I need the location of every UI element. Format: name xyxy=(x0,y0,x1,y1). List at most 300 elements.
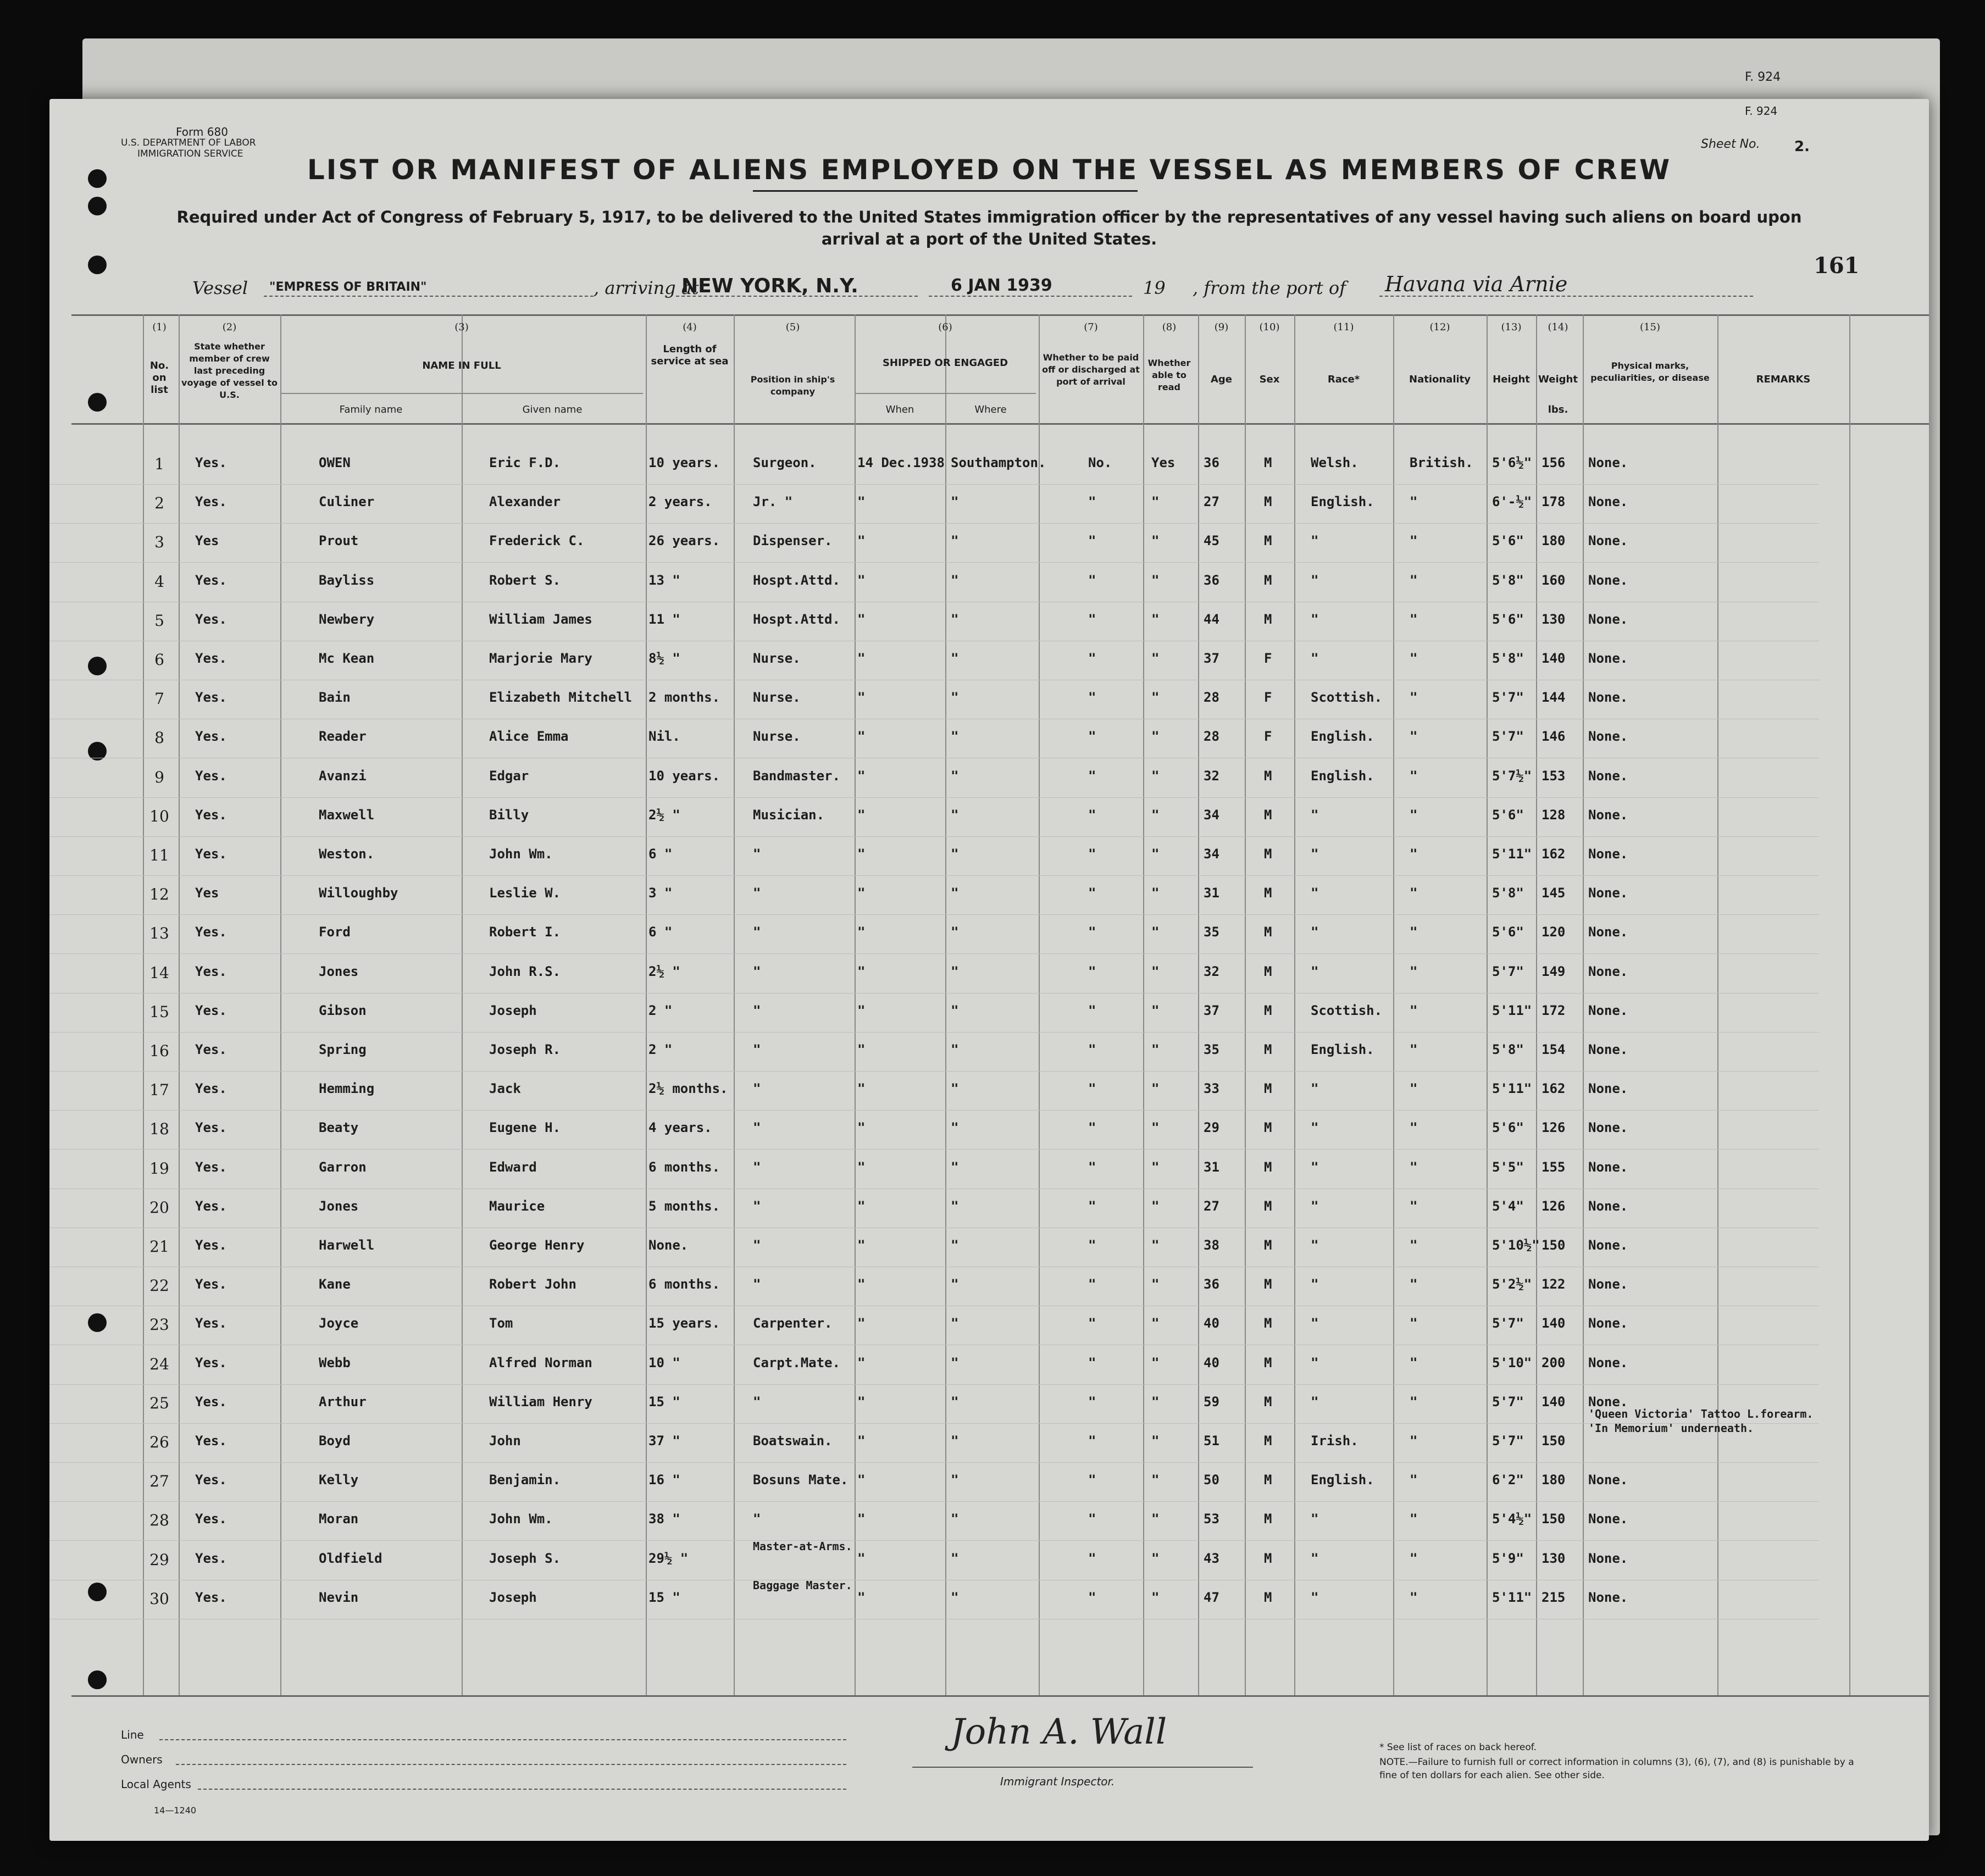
form-code-top: F. 924 xyxy=(1745,104,1778,118)
cell-given: Joseph R. xyxy=(489,1042,561,1057)
cell-given: Joseph xyxy=(489,1002,537,1018)
cell-sex: M xyxy=(1264,1159,1272,1175)
cell-prev: Yes. xyxy=(195,1472,227,1488)
header-bottom-rule xyxy=(71,423,1929,425)
cell-no: 27 xyxy=(149,1472,169,1491)
punch-hole xyxy=(88,197,107,215)
table-row xyxy=(49,1228,1819,1267)
cell-where: " xyxy=(951,1589,959,1605)
cell-no: 10 xyxy=(149,807,169,825)
cell-service: 2 " xyxy=(648,1002,673,1018)
cell-when: " xyxy=(857,807,866,823)
col-4-number: (4) xyxy=(683,321,697,333)
cell-nat: " xyxy=(1410,1589,1418,1605)
cell-paid: " xyxy=(1088,1355,1096,1370)
cell-prev: Yes. xyxy=(195,1511,227,1527)
cell-marks: None. xyxy=(1588,1589,1628,1605)
table-row xyxy=(49,1501,1819,1541)
cell-prev: Yes. xyxy=(195,807,227,823)
table-row xyxy=(49,1580,1819,1619)
cell-when: " xyxy=(857,690,866,706)
cell-nat: " xyxy=(1410,1472,1418,1488)
cell-read: " xyxy=(1151,1081,1160,1097)
cell-where: " xyxy=(951,963,959,979)
cell-height: 5'11" xyxy=(1492,1081,1532,1097)
cell-paid: " xyxy=(1088,1394,1096,1409)
cell-race: " xyxy=(1311,885,1319,901)
cell-no: 26 xyxy=(149,1433,169,1451)
cell-position: " xyxy=(753,1081,761,1097)
cell-position: " xyxy=(753,1511,761,1527)
col-11-number: (11) xyxy=(1333,321,1354,333)
cell-weight: 215 xyxy=(1542,1589,1566,1605)
cell-position: " xyxy=(753,1042,761,1057)
cell-paid: No. xyxy=(1088,455,1112,470)
cell-height: 5'7" xyxy=(1492,1433,1524,1448)
cell-position: Musician. xyxy=(753,807,825,823)
arriving-label: , arriving at xyxy=(594,277,699,298)
remarks-header: REMARKS xyxy=(1756,374,1811,385)
table-row xyxy=(49,719,1819,758)
cell-paid: " xyxy=(1088,807,1096,823)
cell-marks: None. xyxy=(1588,572,1628,588)
cell-read: " xyxy=(1151,1002,1160,1018)
cell-position: Nurse. xyxy=(753,651,801,666)
cell-where: " xyxy=(951,1159,959,1175)
cell-given: Tom xyxy=(489,1316,513,1331)
cell-prev: Yes. xyxy=(195,963,227,979)
cell-no: 29 xyxy=(149,1550,169,1569)
cell-paid: " xyxy=(1088,494,1096,510)
cell-nat: " xyxy=(1410,572,1418,588)
cell-paid: " xyxy=(1088,651,1096,666)
cell-prev: Yes. xyxy=(195,1589,227,1605)
cell-service: 2½ months. xyxy=(648,1081,728,1097)
cell-sex: F xyxy=(1264,690,1272,706)
cell-service: 2½ " xyxy=(648,963,680,979)
cell-given: Marjorie Mary xyxy=(489,651,592,666)
cell-service: 6 months. xyxy=(648,1159,720,1175)
col-14-number: (14) xyxy=(1548,321,1568,333)
cell-service: 10 years. xyxy=(648,455,720,470)
table-row xyxy=(49,1189,1819,1228)
cell-prev: Yes. xyxy=(195,1237,227,1253)
cell-sex: M xyxy=(1264,1316,1272,1331)
header-top-rule xyxy=(71,314,1929,316)
cell-height: 5'7" xyxy=(1492,690,1524,706)
cell-height: 5'4½" xyxy=(1492,1511,1532,1527)
cell-marks: None. xyxy=(1588,651,1628,666)
cell-age: 59 xyxy=(1204,1394,1219,1409)
cell-position: Nurse. xyxy=(753,729,801,745)
cell-race: " xyxy=(1311,1589,1319,1605)
table-row xyxy=(49,1110,1819,1150)
cell-family: Harwell xyxy=(319,1237,375,1253)
cell-weight: 130 xyxy=(1542,1550,1566,1566)
cell-no: 1 xyxy=(154,455,164,473)
cell-read: " xyxy=(1151,572,1160,588)
col-11-header: Race* xyxy=(1327,374,1360,385)
cell-weight: 122 xyxy=(1542,1276,1566,1292)
cell-where: " xyxy=(951,690,959,706)
cell-service: 11 " xyxy=(648,611,680,627)
cell-prev: Yes. xyxy=(195,846,227,862)
table-row xyxy=(49,1150,1819,1189)
cell-given: Elizabeth Mitchell xyxy=(489,690,633,706)
penalty-note: NOTE.—Failure to furnish full or correct information in columns (3), (6), (7), and (8) is punishable by a fine of ten dollars for each alien. See other side. xyxy=(1379,1757,1854,1781)
cell-race: " xyxy=(1311,1355,1319,1370)
cell-sex: M xyxy=(1264,611,1272,627)
cell-where: " xyxy=(951,1002,959,1018)
cell-nat: " xyxy=(1410,1550,1418,1566)
cell-age: 45 xyxy=(1204,533,1219,549)
cell-position: " xyxy=(753,1237,761,1253)
cell-prev: Yes. xyxy=(195,924,227,940)
cell-when: " xyxy=(857,846,866,862)
cell-where: " xyxy=(951,885,959,901)
cell-height: 5'7" xyxy=(1492,963,1524,979)
cell-paid: " xyxy=(1088,1316,1096,1331)
cell-age: 31 xyxy=(1204,885,1219,901)
cell-where: " xyxy=(951,846,959,862)
cell-when: " xyxy=(857,1002,866,1018)
cell-marks: None. xyxy=(1588,1550,1628,1566)
cell-paid: " xyxy=(1088,1120,1096,1136)
cell-prev: Yes. xyxy=(195,729,227,745)
table-row xyxy=(49,836,1819,876)
cell-age: 31 xyxy=(1204,1159,1219,1175)
col-13-number: (13) xyxy=(1501,321,1522,333)
cell-age: 28 xyxy=(1204,729,1219,745)
cell-weight: 178 xyxy=(1542,494,1566,510)
cell-height: 5'2½" xyxy=(1492,1276,1532,1292)
cell-sex: M xyxy=(1264,963,1272,979)
cell-service: 15 " xyxy=(648,1589,680,1605)
cell-race: Scottish. xyxy=(1311,690,1383,706)
cell-service: 15 " xyxy=(648,1394,680,1409)
cell-marks: None. xyxy=(1588,1355,1628,1370)
cell-sex: M xyxy=(1264,1550,1272,1566)
cell-sex: M xyxy=(1264,1042,1272,1057)
cell-no: 8 xyxy=(154,729,164,747)
cell-where: " xyxy=(951,1276,959,1292)
cell-read: Yes xyxy=(1151,455,1176,470)
table-row xyxy=(49,1032,1819,1072)
owners-underline xyxy=(176,1764,846,1765)
cell-position: " xyxy=(753,1198,761,1214)
table-row xyxy=(49,445,1819,485)
cell-paid: " xyxy=(1088,1042,1096,1057)
cell-when: " xyxy=(857,572,866,588)
cell-height: 5'7½" xyxy=(1492,768,1532,784)
cell-read: " xyxy=(1151,1589,1160,1605)
cell-race: Scottish. xyxy=(1311,1002,1383,1018)
cell-weight: 156 xyxy=(1542,455,1566,470)
cell-sex: M xyxy=(1264,807,1272,823)
table-row xyxy=(49,1345,1819,1385)
cell-race: " xyxy=(1311,1120,1319,1136)
cell-weight: 172 xyxy=(1542,1002,1566,1018)
cell-age: 44 xyxy=(1204,611,1219,627)
cell-given: Robert S. xyxy=(489,572,561,588)
cell-weight: 180 xyxy=(1542,1472,1566,1488)
cell-sex: M xyxy=(1264,1355,1272,1370)
arrival-port: NEW YORK, N.Y. xyxy=(681,275,858,297)
cell-race: English. xyxy=(1311,1042,1374,1057)
cell-family: Kelly xyxy=(319,1472,359,1488)
inspector-label: Immigrant Inspector. xyxy=(1000,1775,1115,1788)
cell-service: 5 months. xyxy=(648,1198,720,1214)
cell-service: 8½ " xyxy=(648,651,680,666)
cell-no: 22 xyxy=(149,1276,169,1295)
col-3-number: (3) xyxy=(454,321,469,333)
cell-weight: 145 xyxy=(1542,885,1566,901)
cell-family: Nevin xyxy=(319,1589,359,1605)
cell-family: Beaty xyxy=(319,1120,359,1136)
cell-paid: " xyxy=(1088,768,1096,784)
sheet-number: 2. xyxy=(1794,138,1810,155)
cell-nat: " xyxy=(1410,1237,1418,1253)
cell-age: 27 xyxy=(1204,1198,1219,1214)
cell-height: 5'6" xyxy=(1492,924,1524,940)
cell-position: Baggage Master. xyxy=(753,1578,852,1592)
cell-marks: None. xyxy=(1588,1002,1628,1018)
cell-weight: 200 xyxy=(1542,1355,1566,1370)
cell-given: John Wm. xyxy=(489,846,553,862)
table-row xyxy=(49,993,1819,1033)
cell-where: " xyxy=(951,572,959,588)
cell-position: " xyxy=(753,924,761,940)
punch-hole xyxy=(88,1670,107,1689)
table-row xyxy=(49,758,1819,798)
cell-family: Culiner xyxy=(319,494,375,510)
cell-height: 5'7" xyxy=(1492,729,1524,745)
date-underline xyxy=(929,296,1132,297)
cell-service: Nil. xyxy=(648,729,680,745)
cell-position: " xyxy=(753,885,761,901)
department-label: U.S. DEPARTMENT OF LABOR xyxy=(121,137,256,148)
cell-marks: None. xyxy=(1588,1120,1628,1136)
col-3-family-subheader: Family name xyxy=(339,404,403,415)
cell-family: Moran xyxy=(319,1511,359,1527)
agents-underline xyxy=(198,1789,846,1790)
cell-weight: 150 xyxy=(1542,1237,1566,1253)
cell-weight: 120 xyxy=(1542,924,1566,940)
cell-race: " xyxy=(1311,1081,1319,1097)
cell-position: Nurse. xyxy=(753,690,801,706)
cell-family: Reader xyxy=(319,729,367,745)
cell-age: 32 xyxy=(1204,963,1219,979)
cell-prev: Yes. xyxy=(195,494,227,510)
cell-race: English. xyxy=(1311,494,1374,510)
cell-age: 33 xyxy=(1204,1081,1219,1097)
cell-marks: None. xyxy=(1588,963,1628,979)
cell-position: Jr. " xyxy=(753,494,793,510)
col-9-header: Age xyxy=(1210,374,1233,385)
cell-when: " xyxy=(857,1237,866,1253)
cell-prev: Yes. xyxy=(195,651,227,666)
cell-no: 24 xyxy=(149,1355,169,1373)
cell-read: " xyxy=(1151,1511,1160,1527)
cell-where: " xyxy=(951,1511,959,1527)
cell-given: Joseph S. xyxy=(489,1550,561,1566)
cell-marks: None. xyxy=(1588,1472,1628,1488)
cell-service: 38 " xyxy=(648,1511,680,1527)
col-15-header: Physical marks, peculiarities, or disease xyxy=(1590,360,1710,383)
cell-when: " xyxy=(857,1511,866,1527)
cell-prev: Yes. xyxy=(195,1042,227,1057)
punch-hole xyxy=(88,256,107,274)
cell-nat: " xyxy=(1410,924,1418,940)
cell-given: Edgar xyxy=(489,768,529,784)
cell-read: " xyxy=(1151,1198,1160,1214)
cell-no: 15 xyxy=(149,1002,169,1021)
cell-position: " xyxy=(753,1002,761,1018)
cell-nat: British. xyxy=(1410,455,1473,470)
table-row xyxy=(49,1267,1819,1306)
cell-no: 18 xyxy=(149,1120,169,1139)
cell-family: Jones xyxy=(319,1198,359,1214)
cell-nat: " xyxy=(1410,1002,1418,1018)
cell-marks: None. xyxy=(1588,1237,1628,1253)
cell-family: Kane xyxy=(319,1276,351,1292)
cell-given: Alexander xyxy=(489,494,561,510)
col-14-header: Weight xyxy=(1538,374,1578,385)
table-bottom-rule xyxy=(71,1695,1929,1697)
table-row xyxy=(49,563,1819,602)
cell-position: Carpenter. xyxy=(753,1316,833,1331)
cell-race: " xyxy=(1311,846,1319,862)
cell-age: 35 xyxy=(1204,924,1219,940)
cell-given: Leslie W. xyxy=(489,885,561,901)
cell-prev: Yes. xyxy=(195,1159,227,1175)
cell-prev: Yes. xyxy=(195,1355,227,1370)
cell-height: 5'6" xyxy=(1492,611,1524,627)
table-row xyxy=(49,602,1819,641)
cell-service: 6 " xyxy=(648,846,673,862)
cell-read: " xyxy=(1151,611,1160,627)
cell-age: 40 xyxy=(1204,1316,1219,1331)
cell-position: " xyxy=(753,1120,761,1136)
cell-family: Avanzi xyxy=(319,768,367,784)
cell-family: OWEN xyxy=(319,455,351,470)
column-rule xyxy=(1849,314,1850,1695)
cell-weight: 144 xyxy=(1542,690,1566,706)
cell-read: " xyxy=(1151,846,1160,862)
col-15-number: (15) xyxy=(1640,321,1660,333)
cell-race: English. xyxy=(1311,1472,1374,1488)
cell-read: " xyxy=(1151,963,1160,979)
cell-height: 5'10" xyxy=(1492,1355,1532,1370)
table-row xyxy=(49,641,1819,680)
cell-weight: 146 xyxy=(1542,729,1566,745)
cell-sex: M xyxy=(1264,924,1272,940)
cell-sex: M xyxy=(1264,768,1272,784)
cell-race: Welsh. xyxy=(1311,455,1359,470)
cell-read: " xyxy=(1151,1237,1160,1253)
cell-height: 5'8" xyxy=(1492,1042,1524,1057)
cell-marks: None. xyxy=(1588,729,1628,745)
cell-race: " xyxy=(1311,572,1319,588)
cell-no: 25 xyxy=(149,1394,169,1412)
cell-family: Boyd xyxy=(319,1433,351,1448)
cell-when: " xyxy=(857,1081,866,1097)
cell-marks: None. xyxy=(1588,1159,1628,1175)
cell-when: " xyxy=(857,1433,866,1448)
cell-weight: 150 xyxy=(1542,1433,1566,1448)
cell-no: 21 xyxy=(149,1237,169,1256)
cell-read: " xyxy=(1151,1355,1160,1370)
col-7-number: (7) xyxy=(1084,321,1098,333)
cell-when: " xyxy=(857,1042,866,1057)
cell-weight: 140 xyxy=(1542,1394,1566,1409)
corner-form-number: F. 924 xyxy=(1745,70,1781,84)
table-row xyxy=(49,523,1819,563)
cell-race: " xyxy=(1311,963,1319,979)
cell-nat: " xyxy=(1410,651,1418,666)
table-row xyxy=(49,797,1819,837)
cell-nat: " xyxy=(1410,1120,1418,1136)
cell-prev: Yes. xyxy=(195,1081,227,1097)
table-row xyxy=(49,1071,1819,1111)
cell-service: 29½ " xyxy=(648,1550,689,1566)
cell-where: " xyxy=(951,807,959,823)
cell-when: " xyxy=(857,1589,866,1605)
vessel-label: Vessel xyxy=(192,277,248,298)
cell-service: 26 years. xyxy=(648,533,720,549)
cell-service: 13 " xyxy=(648,572,680,588)
line-underline xyxy=(159,1739,846,1740)
cell-height: 6'-½" xyxy=(1492,494,1532,510)
cell-when: " xyxy=(857,651,866,666)
cell-position: " xyxy=(753,963,761,979)
cell-when: " xyxy=(857,963,866,979)
cell-read: " xyxy=(1151,924,1160,940)
cell-given: Eric F.D. xyxy=(489,455,561,470)
cell-family: Oldfield xyxy=(319,1550,382,1566)
cell-no: 20 xyxy=(149,1198,169,1217)
cell-where: " xyxy=(951,1355,959,1370)
cell-sex: M xyxy=(1264,455,1272,470)
cell-given: John xyxy=(489,1433,521,1448)
cell-nat: " xyxy=(1410,1355,1418,1370)
cell-prev: Yes. xyxy=(195,1550,227,1566)
cell-when: " xyxy=(857,1550,866,1566)
col-7-header: Whether to be paid off or discharged at port of arrival xyxy=(1042,352,1140,387)
table-row xyxy=(49,1384,1819,1424)
cell-marks: None. xyxy=(1588,885,1628,901)
cell-age: 50 xyxy=(1204,1472,1219,1488)
cell-family: Prout xyxy=(319,533,359,549)
cell-race: " xyxy=(1311,1511,1319,1527)
cell-read: " xyxy=(1151,1276,1160,1292)
cell-race: " xyxy=(1311,1159,1319,1175)
col-1-number: (1) xyxy=(152,321,167,333)
cell-read: " xyxy=(1151,494,1160,510)
cell-age: 37 xyxy=(1204,651,1219,666)
races-footnote: * See list of races on back hereof. xyxy=(1379,1742,1537,1753)
cell-position: Bandmaster. xyxy=(753,768,840,784)
cell-age: 36 xyxy=(1204,572,1219,588)
cell-paid: " xyxy=(1088,1237,1096,1253)
cell-when: " xyxy=(857,1120,866,1136)
cell-service: 15 years. xyxy=(648,1316,720,1331)
inspector-signature: John A. Wall xyxy=(951,1712,1167,1752)
cell-read: " xyxy=(1151,1316,1160,1331)
cell-family: Jones xyxy=(319,963,359,979)
cell-family: Hemming xyxy=(319,1081,375,1097)
page-number: 161 xyxy=(1814,253,1860,279)
